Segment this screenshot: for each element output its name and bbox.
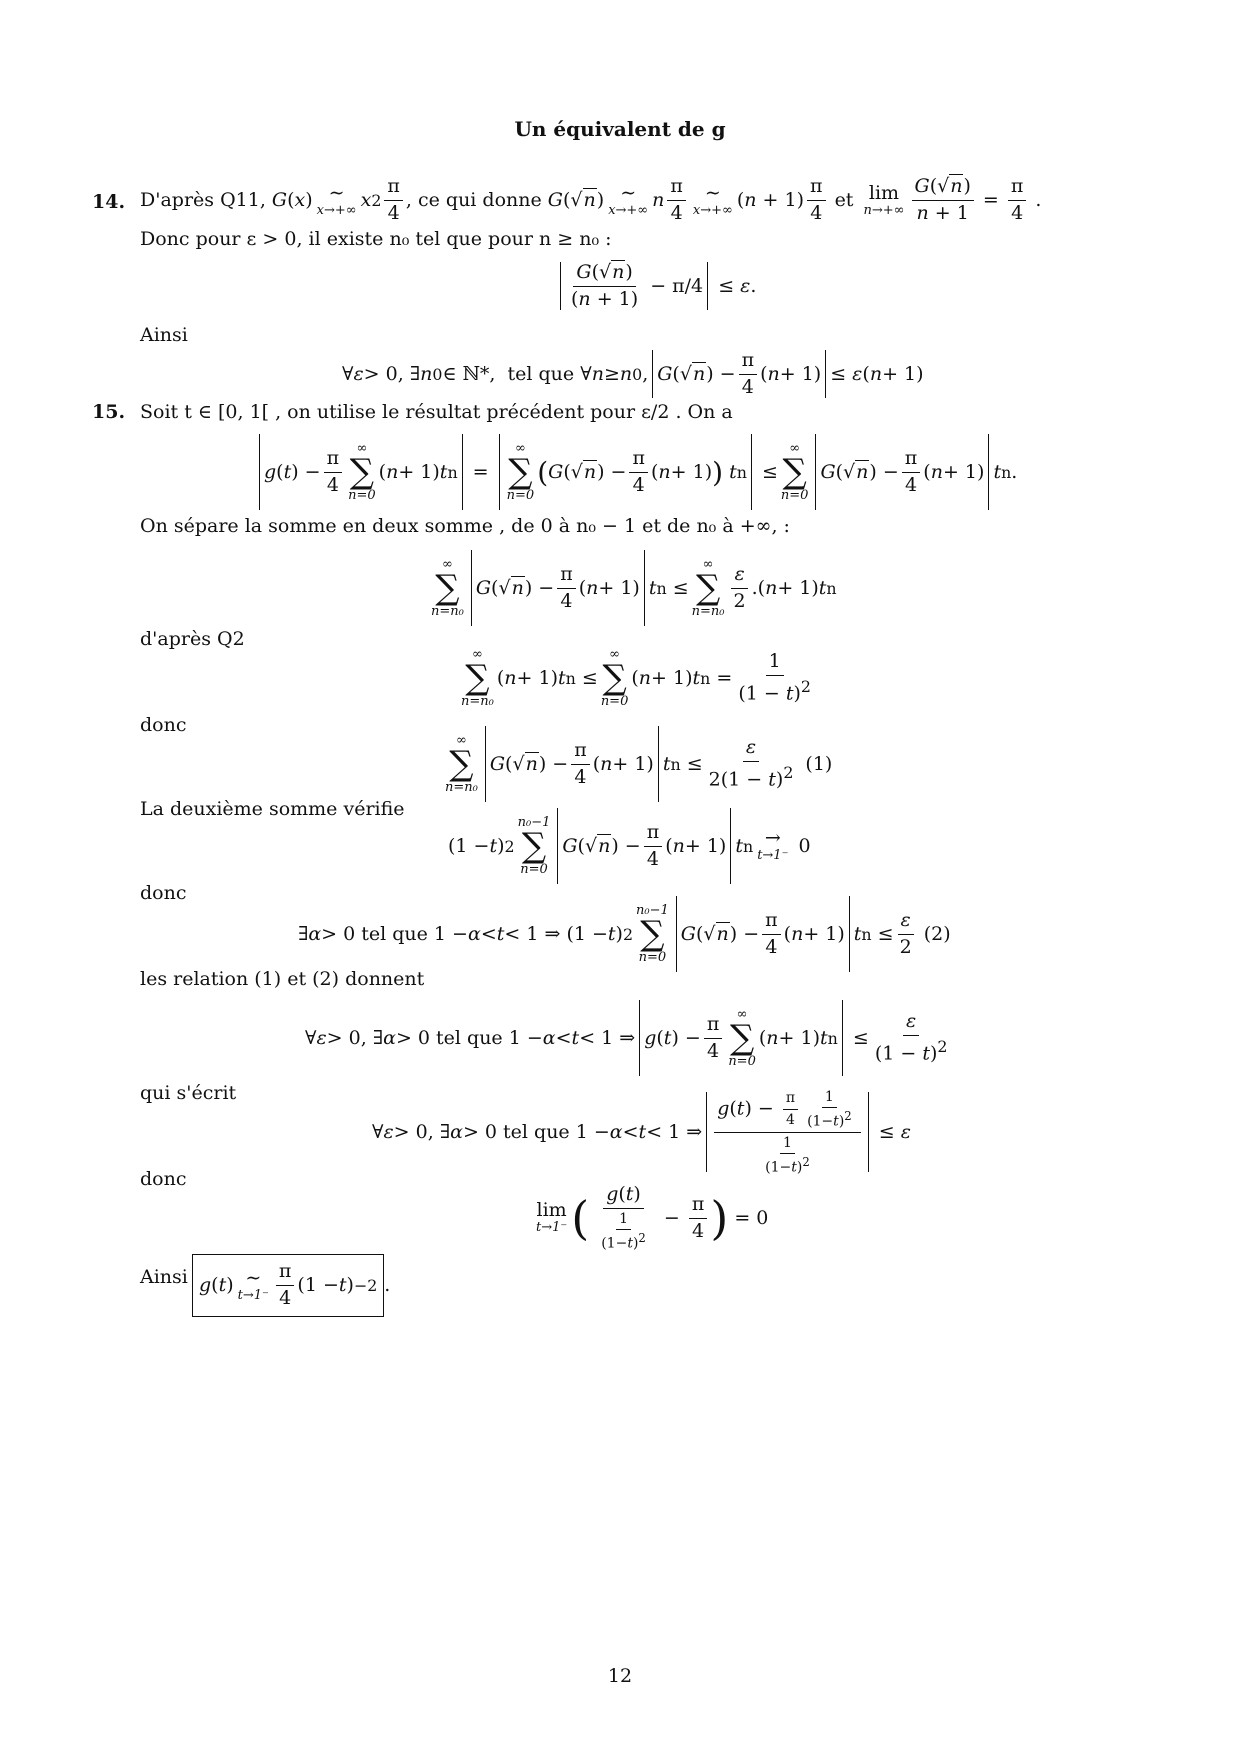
q14-line2: Donc pour ε > 0, il existe n₀ tel que pour n ≥ n₀ : xyxy=(140,228,612,250)
q15-rewritten: ∀ ε > 0, ∃ α > 0 tel que 1 − α < t < 1 ⇒ g(t) − $\frac{\pi}{4}$ $\frac{1}{(1-t)^2}$ $\frac{1}{(1-t)^2}$ ≤ ε xyxy=(372,1088,911,1176)
final-result-box: g ( t ) ∼ t→1⁻ $\frac{\pi}{4}$ (1 − t ) −2 . xyxy=(192,1254,390,1317)
q14-conclusion: ∀ ε > 0, ∃ n 0 ∈ ℕ*, tel que ∀ n ≥ n 0 , G (√ n ) − $\frac{\pi}{4}$ ( n + 1) ≤ ε ( n + 1) xyxy=(342,348,924,398)
q15-donc2: donc xyxy=(140,882,187,904)
q14-line1: D'après Q11, G ( x ) ∼ x→+∞ x 2 $\frac{\pi}{4}$ , ce qui donne G (√ n ) ∼ x→+∞ n $\frac{\pi}{4}$ ∼ x→+∞ ( n + 1) $\frac{\pi}{4}$ et lim n→+∞ $\frac{G(√n)}{n + 1}$ = $\frac{\pi}{4}$ . xyxy=(140,175,1042,224)
q15-ecrit: qui s'écrit xyxy=(140,1082,237,1104)
question-14-number: 14. xyxy=(92,191,126,213)
q15-line1: Soit t ∈ [0, 1[ , on utilise le résultat précédent pour ε/2 . On a xyxy=(140,401,733,423)
q15-tail-sum: ∞ ∑ n=n₀ G (√ n ) − $\frac{\pi}{4}$ ( n + 1) t n ≤ ∞ ∑ n=n₀ $\frac{\varepsilon}{2}$ .( n + 1) t n xyxy=(428,550,837,626)
q15-q2-sum: ∞ ∑ n=n₀ ( n + 1) t n ≤ ∞ ∑ n=0 ( n + 1) t n = $\frac{1}{(1 - t)^2}$ xyxy=(461,647,811,709)
q14-line1-mid: , ce qui donne xyxy=(405,189,542,212)
q15-relation-2: ∃ α > 0 tel que 1 − α < t < 1 ⇒ (1 − t ) 2 n₀−1 ∑ n=0 G (√ n ) − $\frac{\pi}{4}$ ( n + 1) t n ≤ $\frac{\varepsilon}{2}$ (2) xyxy=(298,896,951,972)
q15-donc1: donc xyxy=(140,714,187,736)
q15-dapres: d'après Q2 xyxy=(140,628,245,650)
q15-deuxieme: La deuxième somme vérifie xyxy=(140,798,405,820)
q14-line1-prefix: D'après Q11, xyxy=(140,189,266,212)
q15-finite-sum: (1 − t ) 2 n₀−1 ∑ n=0 G (√ n ) − $\frac{\pi}{4}$ ( n + 1) t n → t→1⁻ 0 xyxy=(448,808,811,884)
q15-separe: On sépare la somme en deux somme , de 0 à n₀ − 1 et de n₀ à +∞, : xyxy=(140,515,790,537)
page-number: 12 xyxy=(607,1665,633,1687)
q14-inequality: $\frac{G(√n)}{(n + 1)}$ − π/4 ≤ ε . xyxy=(556,262,756,310)
q15-first-sum: g ( t ) − $\frac{\pi}{4}$ ∞ ∑ n=0 ( n + 1) t n = ∞ ∑ n=0 ( G (√ n ) − $\frac{\pi}{4}$ ( n + 1) ) t n ≤ ∞ ∑ n=0 G (√ n ) − $\frac{\pi}{4}$ ( n + 1) t n . xyxy=(255,434,1017,510)
q15-relations: les relation (1) et (2) donnent xyxy=(140,968,425,990)
q15-donc3: donc xyxy=(140,1168,187,1190)
q14-line1-et: et xyxy=(834,189,854,212)
q15-combined: ∀ ε > 0, ∃ α > 0 tel que 1 − α < t < 1 ⇒ g ( t ) − $\frac{\pi}{4}$ ∞ ∑ n=0 ( n + 1) t n ≤ $\frac{\varepsilon}{(1 - t)^2}$ xyxy=(305,1000,953,1076)
question-15-number: 15. xyxy=(92,401,126,423)
q15-relation-1: ∞ ∑ n=n₀ G (√ n ) − $\frac{\pi}{4}$ ( n + 1) t n ≤ $\frac{\varepsilon}{2(1 - t)^2}$ (1) xyxy=(442,726,832,802)
q15-ainsi: Ainsi xyxy=(140,1266,188,1288)
q15-limit: lim t→1⁻ ( $\frac{g(t)}{\frac{1}{(1-t)^2}}$ − $\frac{\pi}{4}$ ) = 0 xyxy=(536,1183,769,1252)
section-title: Un équivalent de g xyxy=(514,117,726,141)
q14-ainsi: Ainsi xyxy=(140,324,188,346)
